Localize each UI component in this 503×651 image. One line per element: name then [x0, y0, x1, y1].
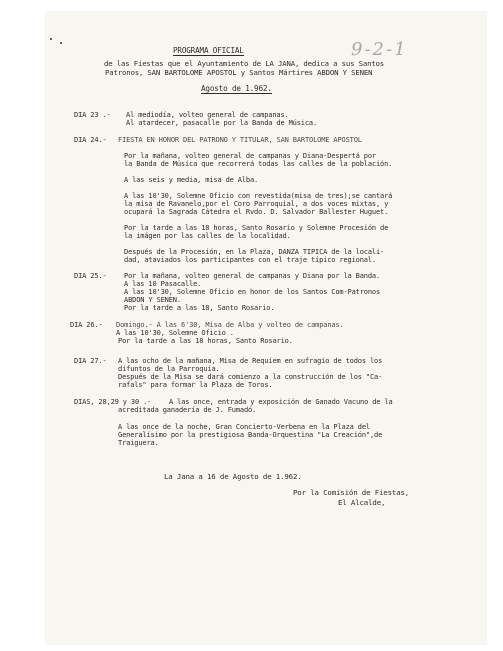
- day-24-para-1-line-1: Por la mañana, volteo general de campanas y Diana-Despertá por: [124, 152, 376, 160]
- day-27-line-3: Después de la Misa se dará comienzo a la construcción de los "Ca-: [118, 373, 383, 381]
- intro-line-2: Patronos, SAN BARTOLOME APOSTOL y Santos Mártires ABDON Y SENEN: [105, 68, 373, 77]
- day-24-para-4-line-2: la imágen por las calles de la localidad.: [124, 232, 291, 240]
- day-25-line-5: Por la tarde a las 18, Santo Rosario.: [124, 304, 275, 312]
- signature-line-1: Por la Comisión de Fiestas,: [293, 488, 410, 497]
- day-27-line-2: difuntos de la Parroquia.: [118, 365, 220, 373]
- day-26-line-1: Domingo.- A las 6'30, Misa de Alba y volteo de campanas.: [116, 321, 344, 329]
- day-25-line-1: Por la mañana, volteo general de campanas y Diana por la Banda.: [124, 272, 381, 280]
- day-23-label: DIA 23 .-: [74, 111, 111, 119]
- handwritten-note: 9-2-1: [351, 39, 408, 60]
- ink-dot: [60, 42, 62, 44]
- days-28-30-label: DIAS, 28,29 y 30 .-: [74, 398, 152, 406]
- day-25-line-4: ABDON Y SENEN.: [124, 296, 181, 304]
- day-23-line-2: Al atardecer, pasacalle por la Banda de Música.: [126, 119, 318, 127]
- signature-line-2: El Alcalde,: [338, 498, 386, 507]
- day-26-line-3: Por la tarde a las 18 horas, Santo Rosario.: [118, 337, 293, 345]
- place-date: La Jana a 16 de Agosto de 1.962.: [164, 472, 302, 481]
- day-24-para-3-line-2: la misa de Ravanelo,por el Coro Parroquial, a dos voces mixtas, y: [124, 200, 389, 208]
- day-27-line-1: A las ocho de la mañana, Misa de Requiem en sufragio de todos los: [118, 357, 383, 365]
- day-26-line-2: A las 10'30, Solemne Oficio .: [116, 329, 234, 337]
- day-25-label: DIA 25.-: [74, 272, 107, 280]
- document-page: [46, 12, 486, 644]
- day-27-line-4: rafals" para formar la Plaza de Toros.: [118, 381, 273, 389]
- day-23-line-1: Al mediodía, volteo general de campanas.: [126, 111, 289, 119]
- day-24-para-3-line-3: ocupará la Sagrada Cátedra el Rvdo. D. Salvador Ballester Huguet.: [124, 208, 389, 216]
- day-27-label: DIA 27.-: [74, 357, 107, 365]
- day-24-para-2: A las seis y media, misa de Alba.: [124, 176, 259, 184]
- day-26-label: DIA 26.-: [70, 321, 103, 329]
- date-heading: Agosto de 1.962.: [201, 84, 272, 93]
- ink-dot: [50, 38, 52, 40]
- day-24-para-5-line-1: Después de la Procesión, en la Plaza, DANZA TIPICA de la locali-: [124, 248, 385, 256]
- day-25-line-2: A las 10 Pasacalle.: [124, 280, 202, 288]
- day-25-line-3: A las 10'30, Solemne Oficio en honor de los Santos Com-Patronos: [124, 288, 381, 296]
- days-28-30-line-5: Traiguera.: [118, 439, 159, 447]
- day-24-para-3-line-1: A las 10'30, Solemne Oficio con revestida(misa de tres);se cantará: [124, 192, 393, 200]
- day-24-para-4-line-1: Por la tarde a las 18 horas, Santo Rosario y Solemne Procesión de: [124, 224, 389, 232]
- intro-line-1: de las Fiestas que el Ayuntamiento de LA JANA, dedica a sus Santos: [104, 59, 385, 68]
- day-24-para-5-line-2: dad, ataviados los participantes con el traje típico regional.: [124, 256, 376, 264]
- day-24-label: DIA 24.-: [74, 136, 107, 144]
- days-28-30-line-1: A las once, entrada y exposición de Ganado Vacuno de la: [169, 398, 393, 406]
- days-28-30-line-4: Generalísimo por la prestigiosa Banda-Orquestina "La Creación",de: [118, 431, 383, 439]
- day-24-para-1-line-2: la Banda de Música que recorrerá todas las calles de la población.: [124, 160, 393, 168]
- day-24-heading: FIESTA EN HONOR DEL PATRONO Y TITULAR, SAN BARTOLOME APOSTOL: [118, 136, 362, 144]
- document-title: PROGRAMA OFICIAL: [173, 46, 244, 55]
- days-28-30-line-2: acreditada ganadería de J. Fumadó.: [118, 406, 257, 414]
- days-28-30-line-3: A las once de la noche, Gran Concierto-Verbena en la Plaza del: [118, 423, 370, 431]
